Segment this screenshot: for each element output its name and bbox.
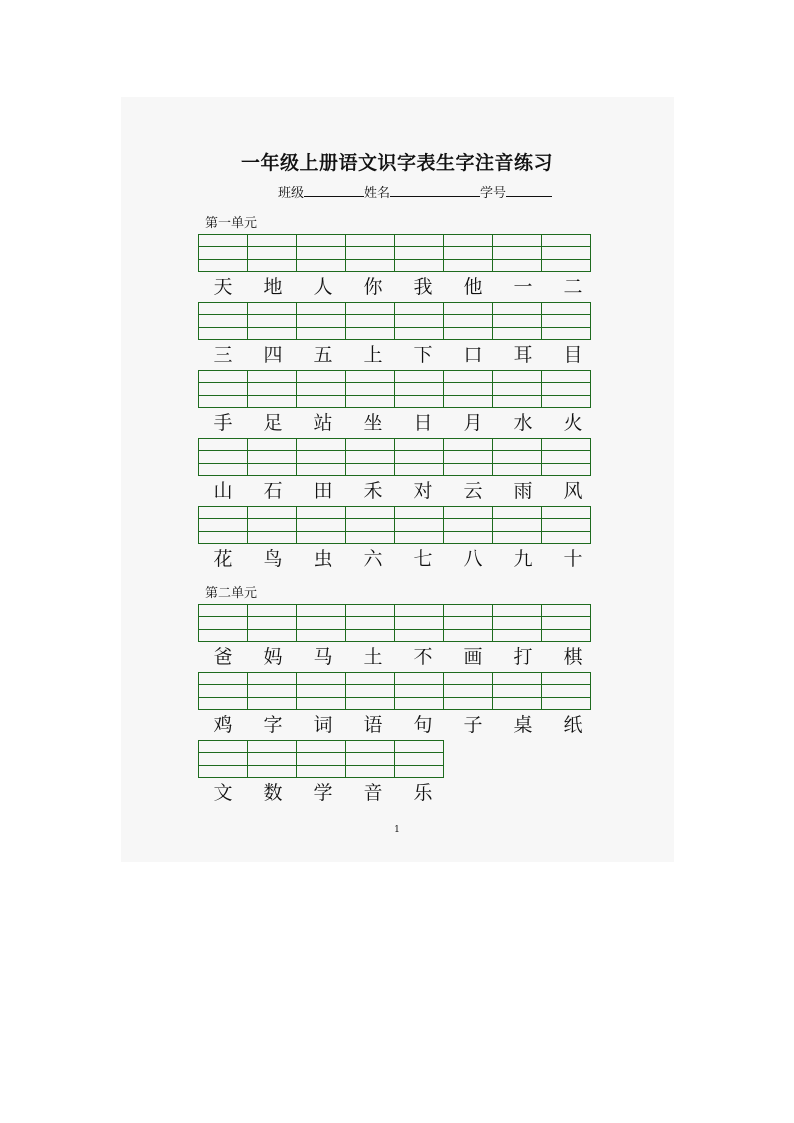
pinyin-writing-cell[interactable]	[444, 672, 493, 710]
pinyin-writing-cell[interactable]	[346, 438, 395, 476]
hanzi-character: 桌	[513, 714, 533, 736]
pinyin-writing-cell[interactable]	[346, 506, 395, 544]
pinyin-grid-row	[198, 740, 444, 778]
hanzi-character: 学	[313, 782, 333, 804]
hanzi-character: 口	[463, 344, 483, 366]
pinyin-writing-cell[interactable]	[395, 234, 444, 272]
hanzi-character: 棋	[563, 646, 583, 668]
hanzi-character: 妈	[263, 646, 283, 668]
hanzi-character: 上	[363, 344, 383, 366]
hanzi-character: 不	[413, 646, 433, 668]
hanzi-character: 土	[363, 646, 383, 668]
pinyin-grid-row	[198, 370, 591, 408]
pinyin-writing-cell[interactable]	[444, 302, 493, 340]
hanzi-character: 十	[563, 548, 583, 570]
page-title: 一年级上册语文识字表生字注音练习	[240, 152, 553, 174]
hanzi-character: 我	[413, 276, 433, 298]
name-label: 姓名	[364, 186, 391, 201]
pinyin-writing-cell[interactable]	[248, 506, 297, 544]
pinyin-writing-cell[interactable]	[395, 604, 444, 642]
pinyin-writing-cell[interactable]	[297, 604, 346, 642]
pinyin-writing-cell[interactable]	[493, 438, 542, 476]
hanzi-character: 火	[563, 412, 583, 434]
pinyin-writing-cell[interactable]	[297, 506, 346, 544]
hanzi-character: 水	[513, 412, 533, 434]
pinyin-writing-cell[interactable]	[493, 234, 542, 272]
hanzi-character: 词	[313, 714, 333, 736]
pinyin-grid-row	[198, 604, 591, 642]
pinyin-writing-cell[interactable]	[198, 672, 248, 710]
pinyin-writing-cell[interactable]	[198, 506, 248, 544]
hanzi-character: 鸟	[263, 548, 283, 570]
hanzi-character: 七	[413, 548, 433, 570]
pinyin-writing-cell[interactable]	[542, 604, 591, 642]
character-row	[198, 342, 598, 368]
pinyin-writing-cell[interactable]	[248, 740, 297, 778]
pinyin-writing-cell[interactable]	[297, 672, 346, 710]
name-blank[interactable]	[390, 184, 480, 197]
hanzi-character: 虫	[313, 548, 333, 570]
pinyin-writing-cell[interactable]	[444, 604, 493, 642]
pinyin-writing-cell[interactable]	[542, 234, 591, 272]
hanzi-character: 一	[513, 276, 533, 298]
hanzi-character: 花	[213, 548, 233, 570]
hanzi-character: 日	[413, 412, 433, 434]
hanzi-character: 音	[363, 782, 383, 804]
hanzi-character: 人	[313, 276, 333, 298]
hanzi-character: 三	[213, 344, 233, 366]
hanzi-character: 天	[213, 276, 233, 298]
pinyin-writing-cell[interactable]	[493, 506, 542, 544]
character-row	[198, 780, 448, 806]
pinyin-writing-cell[interactable]	[444, 370, 493, 408]
hanzi-character: 坐	[363, 412, 383, 434]
character-row	[198, 410, 598, 436]
pinyin-writing-cell[interactable]	[346, 740, 395, 778]
hanzi-character: 站	[313, 412, 333, 434]
hanzi-character: 六	[363, 548, 383, 570]
hanzi-character: 字	[263, 714, 283, 736]
pinyin-grid-row	[198, 302, 591, 340]
pinyin-grid-row	[198, 438, 591, 476]
pinyin-writing-cell[interactable]	[444, 234, 493, 272]
hanzi-character: 九	[513, 548, 533, 570]
character-row	[198, 478, 598, 504]
hanzi-character: 田	[313, 480, 333, 502]
pinyin-writing-cell[interactable]	[198, 740, 248, 778]
student-info-line	[278, 182, 552, 201]
hanzi-character: 文	[213, 782, 233, 804]
character-row	[198, 712, 598, 738]
pinyin-writing-cell[interactable]	[542, 370, 591, 408]
pinyin-writing-cell[interactable]	[395, 302, 444, 340]
hanzi-character: 风	[563, 480, 583, 502]
hanzi-character: 五	[313, 344, 333, 366]
pinyin-grid-row	[198, 506, 591, 544]
pinyin-writing-cell[interactable]	[248, 370, 297, 408]
pinyin-writing-cell[interactable]	[297, 234, 346, 272]
pinyin-writing-cell[interactable]	[198, 438, 248, 476]
pinyin-writing-cell[interactable]	[297, 370, 346, 408]
pinyin-writing-cell[interactable]	[198, 604, 248, 642]
hanzi-character: 乐	[413, 782, 433, 804]
hanzi-character: 石	[263, 480, 283, 502]
pinyin-writing-cell[interactable]	[198, 234, 248, 272]
hanzi-character: 手	[213, 412, 233, 434]
hanzi-character: 足	[263, 412, 283, 434]
pinyin-writing-cell[interactable]	[346, 604, 395, 642]
hanzi-character: 山	[213, 480, 233, 502]
pinyin-writing-cell[interactable]	[297, 438, 346, 476]
pinyin-writing-cell[interactable]	[444, 506, 493, 544]
hanzi-character: 下	[413, 344, 433, 366]
hanzi-character: 你	[363, 276, 383, 298]
class-blank[interactable]	[304, 184, 364, 197]
pinyin-writing-cell[interactable]	[198, 302, 248, 340]
hanzi-character: 马	[313, 646, 333, 668]
hanzi-character: 禾	[363, 480, 383, 502]
hanzi-character: 地	[263, 276, 283, 298]
hanzi-character: 数	[263, 782, 283, 804]
hanzi-character: 四	[263, 344, 283, 366]
character-row	[198, 274, 598, 300]
pinyin-writing-cell[interactable]	[542, 302, 591, 340]
pinyin-writing-cell[interactable]	[395, 740, 444, 778]
unit-label: 第一单元	[205, 216, 258, 231]
hanzi-character: 子	[463, 714, 483, 736]
hanzi-character: 月	[463, 412, 483, 434]
hanzi-character: 云	[463, 480, 483, 502]
pinyin-writing-cell[interactable]	[248, 438, 297, 476]
hanzi-character: 他	[463, 276, 483, 298]
character-row	[198, 644, 598, 670]
pinyin-writing-cell[interactable]	[346, 370, 395, 408]
hanzi-character: 纸	[563, 714, 583, 736]
page-number: 1	[394, 825, 400, 835]
pinyin-writing-cell[interactable]	[346, 234, 395, 272]
character-row	[198, 546, 598, 572]
number-label: 学号	[480, 186, 507, 201]
pinyin-writing-cell[interactable]	[248, 302, 297, 340]
pinyin-writing-cell[interactable]	[198, 370, 248, 408]
number-blank[interactable]	[506, 184, 552, 197]
hanzi-character: 耳	[513, 344, 533, 366]
hanzi-character: 画	[463, 646, 483, 668]
hanzi-character: 语	[363, 714, 383, 736]
hanzi-character: 雨	[513, 480, 533, 502]
pinyin-writing-cell[interactable]	[346, 302, 395, 340]
hanzi-character: 对	[413, 480, 433, 502]
unit-label: 第二单元	[205, 586, 258, 601]
hanzi-character: 二	[563, 276, 583, 298]
pinyin-writing-cell[interactable]	[493, 672, 542, 710]
pinyin-writing-cell[interactable]	[493, 370, 542, 408]
pinyin-writing-cell[interactable]	[248, 604, 297, 642]
hanzi-character: 鸡	[213, 714, 233, 736]
pinyin-writing-cell[interactable]	[395, 438, 444, 476]
hanzi-character: 目	[563, 344, 583, 366]
pinyin-grid-row	[198, 234, 591, 272]
pinyin-writing-cell[interactable]	[542, 506, 591, 544]
pinyin-writing-cell[interactable]	[297, 302, 346, 340]
pinyin-writing-cell[interactable]	[395, 506, 444, 544]
pinyin-writing-cell[interactable]	[395, 370, 444, 408]
pinyin-writing-cell[interactable]	[493, 604, 542, 642]
pinyin-writing-cell[interactable]	[493, 302, 542, 340]
class-label: 班级	[278, 186, 305, 201]
pinyin-writing-cell[interactable]	[542, 438, 591, 476]
pinyin-writing-cell[interactable]	[444, 438, 493, 476]
hanzi-character: 句	[413, 714, 433, 736]
pinyin-writing-cell[interactable]	[248, 672, 297, 710]
pinyin-grid-row	[198, 672, 591, 710]
pinyin-writing-cell[interactable]	[297, 740, 346, 778]
hanzi-character: 八	[463, 548, 483, 570]
pinyin-writing-cell[interactable]	[542, 672, 591, 710]
pinyin-writing-cell[interactable]	[248, 234, 297, 272]
pinyin-writing-cell[interactable]	[346, 672, 395, 710]
hanzi-character: 打	[513, 646, 533, 668]
hanzi-character: 爸	[213, 646, 233, 668]
pinyin-writing-cell[interactable]	[395, 672, 444, 710]
